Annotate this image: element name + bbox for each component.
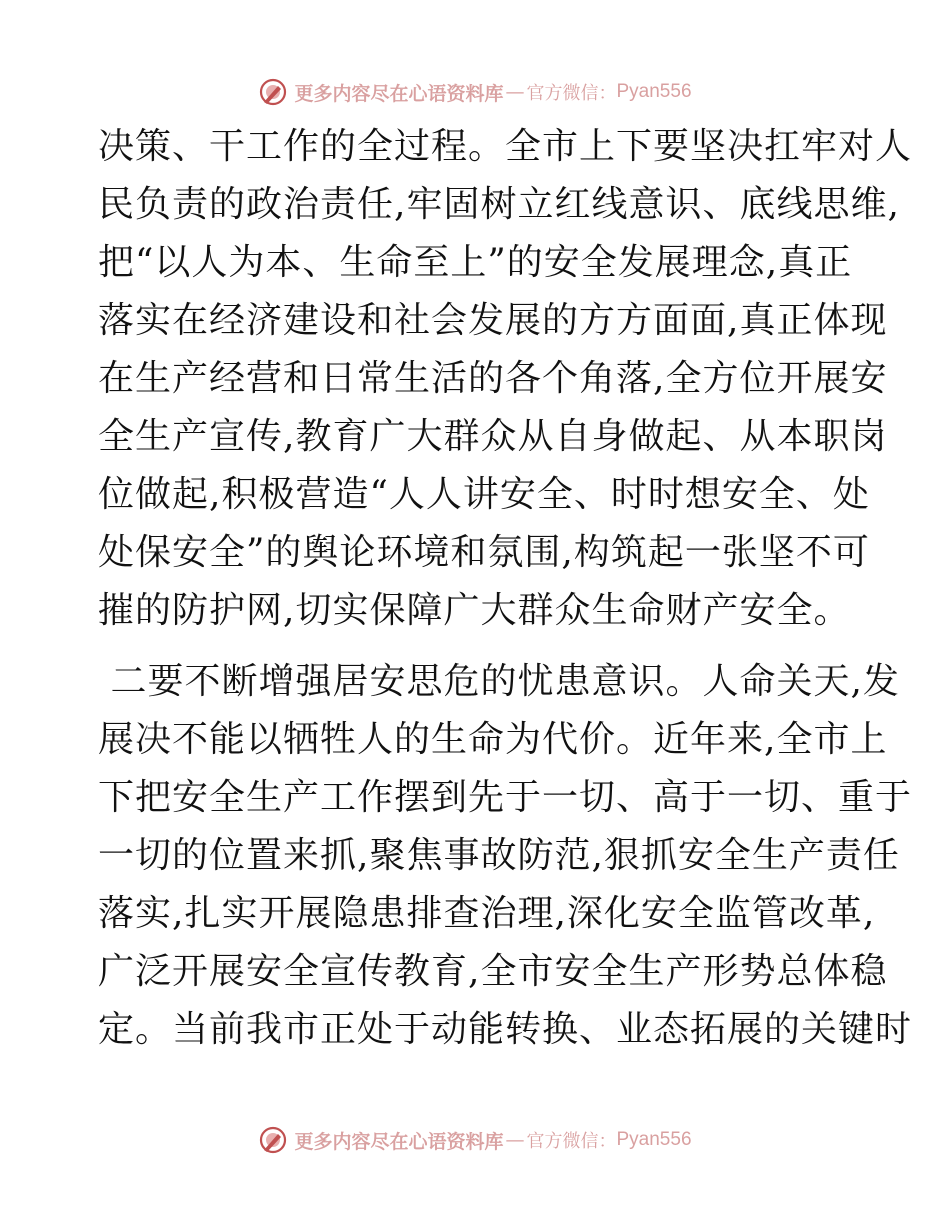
text-line: 把“以人为本、生命至上”的安全发展理念,真正 bbox=[98, 242, 853, 283]
pen-circle-logo-icon bbox=[258, 77, 288, 107]
text-line: 摧的防护网,切实保障广大群众生命财产安全。 bbox=[98, 590, 851, 631]
text-line: 广泛开展安全宣传教育,全市安全生产形势总体稳 bbox=[98, 951, 888, 992]
watermark-wechat-label: 官方微信： bbox=[526, 83, 617, 104]
watermark-main-text: 更多内容尽在心语资料库 bbox=[294, 82, 504, 105]
text-line: 处保安全”的舆论环境和氛围,构筑起一张坚不可 bbox=[98, 532, 870, 573]
text-line: 二要不断增强居安思危的忧患意识。人命关天,发 bbox=[98, 661, 900, 702]
watermark-handle: Pyan556 bbox=[616, 1129, 692, 1150]
watermark-dash: — bbox=[505, 81, 525, 103]
text-line: 在生产经营和日常生活的各个角落,全方位开展安 bbox=[98, 358, 888, 399]
text-line: 落实在经济建设和社会发展的方方面面,真正体现 bbox=[98, 300, 888, 341]
pen-circle-logo-icon bbox=[258, 1125, 288, 1155]
header-watermark bbox=[0, 72, 950, 112]
text-line: 决策、干工作的全过程。全市上下要坚决扛牢对人 bbox=[98, 126, 913, 167]
text-line: 位做起,积极营造“人人讲安全、时时想安全、处 bbox=[98, 474, 870, 515]
document-body bbox=[98, 118, 913, 1059]
watermark-main-text: 更多内容尽在心语资料库 bbox=[294, 1130, 504, 1153]
paragraph-2 bbox=[98, 653, 913, 1059]
text-line: 一切的位置来抓,聚焦事故防范,狠抓安全生产责任 bbox=[98, 835, 900, 876]
text-line: 下把安全生产工作摆到先于一切、高于一切、重于 bbox=[98, 777, 913, 818]
watermark-handle: Pyan556 bbox=[616, 81, 692, 102]
text-line: 民负责的政治责任,牢固树立红线意识、底线思维, bbox=[98, 184, 900, 225]
footer-watermark bbox=[0, 1120, 950, 1160]
text-line: 定。当前我市正处于动能转换、业态拓展的关键时 bbox=[98, 1009, 913, 1050]
watermark-wechat-label: 官方微信： bbox=[526, 1131, 617, 1152]
paragraph-1 bbox=[98, 118, 913, 640]
text-line: 展决不能以牺牲人的生命为代价。近年来,全市上 bbox=[98, 719, 888, 760]
text-line: 落实,扎实开展隐患排查治理,深化安全监管改革, bbox=[98, 893, 876, 934]
text-line: 全生产宣传,教育广大群众从自身做起、从本职岗 bbox=[98, 416, 888, 457]
watermark-dash: — bbox=[505, 1129, 525, 1151]
